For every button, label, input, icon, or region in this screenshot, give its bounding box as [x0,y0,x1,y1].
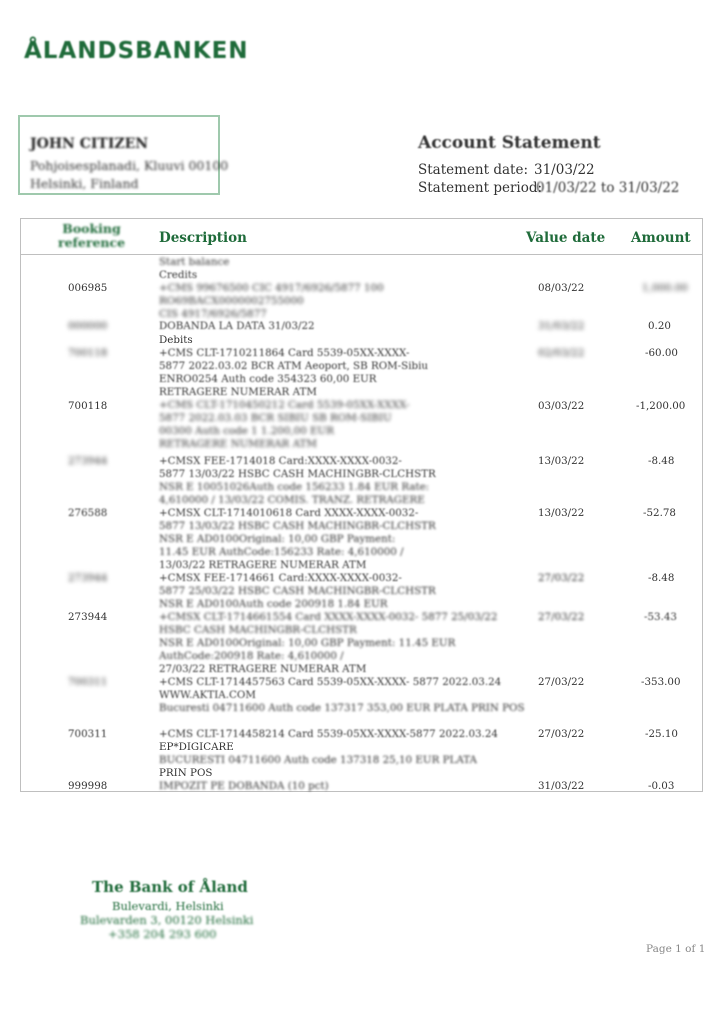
row-description: +CMS 99676500 CIC 4917/6926/5877 100 [159,282,384,294]
customer-name: JOHN CITIZEN [30,136,149,152]
row-booking-ref: 273944 [68,572,108,584]
statement-title: Account Statement [418,133,601,153]
header-reference-line: reference [58,235,126,250]
row-value-date: 31/03/22 [538,780,585,792]
row-booking-ref: 273944 [68,455,108,467]
row-booking-ref: 700311 [68,728,108,740]
row-description: +CMSX CLT-1714010618 Card XXXX-XXXX-0032- [159,507,419,519]
bank-address-line: Bulevarden 3, 00120 Helsinki [80,913,254,927]
row-description: NSR E 10051026Auth code 156233 1.84 EUR Rate: [159,481,430,493]
row-description: 5877 13/03/22 HSBC CASH MACHINGBR-CLCHSTR [159,520,436,532]
row-description: Bucuresti 04711600 Auth code 137317 353,00 EUR PLATA PRIN POS [159,702,525,714]
row-amount: -60.00 [645,347,678,359]
row-booking-ref: 700118 [68,400,108,412]
row-description: CIS 4917/6926/5877 [159,308,267,320]
row-booking-ref: 006985 [68,282,108,294]
row-amount: -53.43 [644,611,677,623]
row-booking-ref: 700311 [68,676,108,688]
row-amount: -8.48 [648,572,675,584]
row-value-date: 13/03/22 [538,455,585,467]
page-number: Page 1 of 1 [646,943,706,955]
header-booking-reference [58,222,125,250]
row-amount: -353.00 [641,676,681,688]
row-description: +CMS CLT-1710211864 Card 5539-05XX-XXXX- [159,347,410,359]
row-description: HSBC CASH MACHINGBR-CLCHSTR [159,624,357,636]
bank-name: The Bank of Åland [92,878,248,896]
row-description: 27/03/22 RETRAGERE NUMERAR ATM [159,663,367,675]
row-description: BUCURESTI 04711600 Auth code 137318 25,10 EUR PLATA [159,754,477,766]
row-booking-ref: 276588 [68,507,108,519]
row-value-date: 08/03/22 [538,282,585,294]
bank-address-line: Bulevardi, Helsinki [112,899,224,913]
row-description: 4,610000 / 13/03/22 COMIS. TRANZ. RETRAGERE [159,494,425,506]
row-description: 5877 25/03/22 HSBC CASH MACHINGBR-CLCHSTR [159,585,436,597]
row-description: +CMS CLT-1714457563 Card 5539-05XX-XXXX- 5877 2022.03.24 [159,676,502,688]
row-value-date: 02/03/22 [538,347,585,359]
row-description: RETRAGERE NUMERAR ATM [159,438,317,450]
row-description: WWW.AKTIA.COM [159,689,256,701]
row-amount: -8.48 [648,455,675,467]
row-description: Credits [159,269,198,281]
row-value-date: 03/03/22 [538,400,585,412]
row-description: +CMSX CLT-1714661554 Card XXXX-XXXX-0032- 5877 25/03/22 [159,611,498,623]
row-description: 13/03/22 RETRAGERE NUMERAR ATM [159,559,367,571]
row-value-date: 31/03/22 [538,320,585,332]
row-description: +CMS CLT-1710450212 Card 5539-05XX-XXXX- [159,399,410,411]
row-booking-ref: 273944 [68,611,108,623]
row-description: +CMSX FEE-1714661 Card:XXXX-XXXX-0032- [159,572,402,584]
row-description: 5877 13/03/22 HSBC CASH MACHINGBR-CLCHSTR [159,468,436,480]
row-description: 5877 2022.03.03 BCR SIBIU SB ROM-SIBIU [159,412,392,424]
row-description: ENRO0254 Auth code 354323 60,00 EUR [159,373,377,385]
row-booking-ref: 999998 [68,780,108,792]
row-description: 11.45 EUR AuthCode:156233 Rate: 4,610000 / [159,546,404,558]
header-description: Description [159,230,247,246]
statement-period-label: Statement period: [418,180,543,196]
statement-date-value: 31/03/22 [534,162,595,178]
row-amount: -0.03 [648,780,675,792]
row-value-date: 27/03/22 [538,572,585,584]
bank-phone: +358 204 293 600 [108,927,217,941]
customer-address-line: Pohjoisesplanadi, Kluuvi 00100 [30,158,229,173]
statement-date-label: Statement date: [418,162,528,178]
header-amount: Amount [631,230,691,246]
row-description: +CMS CLT-1714458214 Card 5539-05XX-XXXX-5877 2022.03.24 [159,728,498,740]
row-value-date: 27/03/22 [538,676,585,688]
row-amount: -52.78 [643,507,676,519]
table-header-divider [20,254,703,255]
row-booking-ref: 000000 [68,320,108,332]
bank-logo: ÅLANDSBANKEN [24,38,249,64]
row-amount: 0.20 [648,320,671,332]
row-description: IMPOZIT PE DOBANDA (10 pct) [159,780,329,792]
header-booking-line: Booking [62,221,121,236]
row-description: EP*DIGICARE [159,741,234,753]
row-amount: 1,000.00 [642,282,688,294]
row-amount: -25.10 [645,728,678,740]
row-description: RO69BACX0000002755000 [159,295,304,307]
row-description: PRIN POS [159,767,213,779]
row-value-date: 13/03/22 [538,507,585,519]
row-value-date: 27/03/22 [538,611,585,623]
row-description: NSR E AD0100Original: 10,00 GBP Payment: 11.45 EUR [159,637,456,649]
statement-period-value: 01/03/22 to 31/03/22 [536,180,680,196]
row-description: AuthCode:200918 Rate: 4,610000 / [159,650,344,662]
row-description: 5877 2022.03.02 BCR ATM Aeoport, SB ROM-Sibiu [159,360,429,372]
customer-address-line: Helsinki, Finland [30,176,139,191]
row-description: NSR E AD0100Original: 10,00 GBP Payment: [159,533,396,545]
header-value-date: Value date [526,230,606,246]
row-description: +CMSX FEE-1714018 Card:XXXX-XXXX-0032- [159,455,402,467]
row-description: RETRAGERE NUMERAR ATM [159,386,317,398]
row-value-date: 27/03/22 [538,728,585,740]
row-description: 00300 Auth code 1 1.200,00 EUR [159,425,334,437]
row-amount: -1,200.00 [636,400,686,412]
row-description: Debits [159,334,193,346]
row-description: DOBANDA LA DATA 31/03/22 [159,320,315,332]
row-description: NSR E AD0100Auth code 200918 1.84 EUR [159,598,388,610]
row-description: Start balance [159,256,230,268]
row-booking-ref: 700118 [68,347,108,359]
